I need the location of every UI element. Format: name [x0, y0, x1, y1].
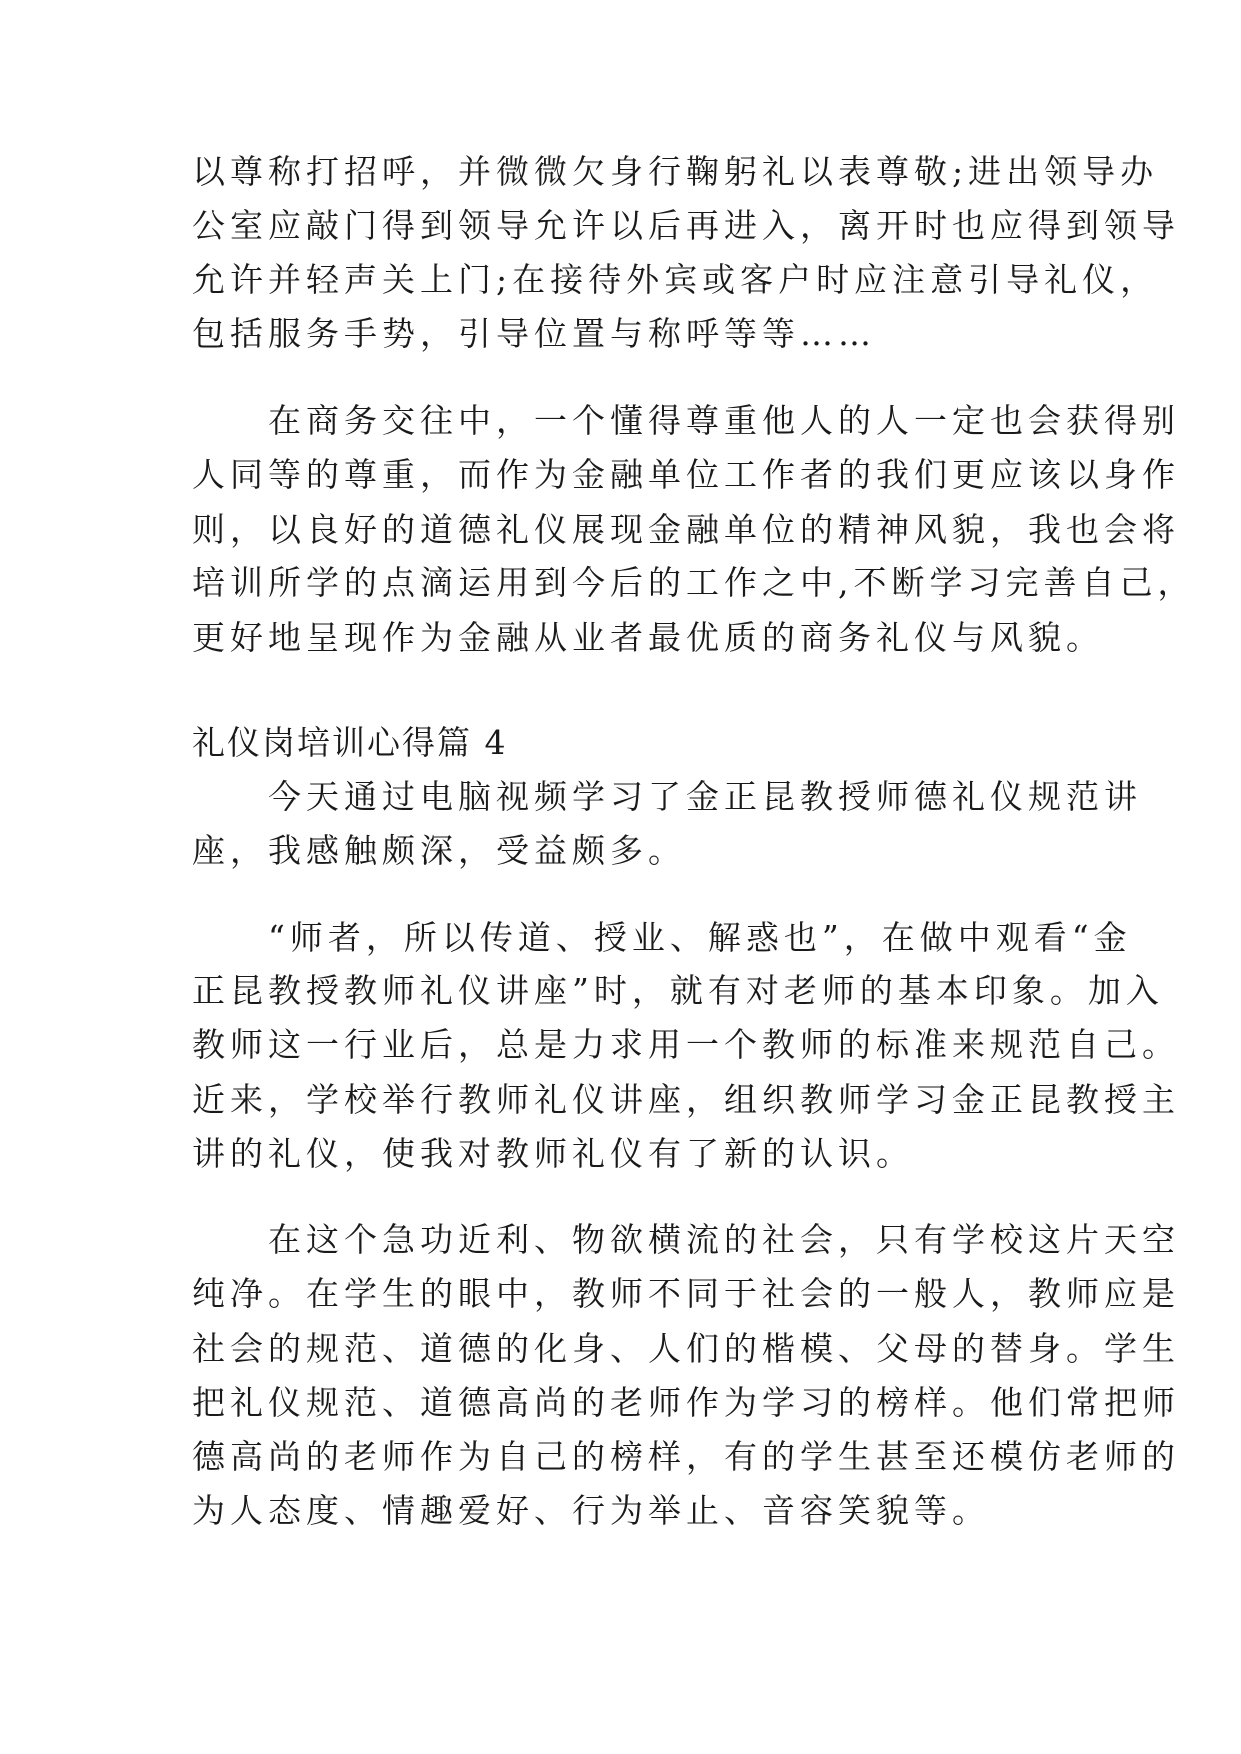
text-line: 座，我感触颇深，受益颇多。 — [192, 831, 686, 870]
text-line: 允许并轻声关上门;在接待外宾或客户时应注意引导礼仪， — [192, 260, 1159, 299]
text-line: 讲的礼仪，使我对教师礼仪有了新的认识。 — [192, 1134, 914, 1173]
text-line: 近来，学校举行教师礼仪讲座，组织教师学习金正昆教授主 — [192, 1080, 1180, 1119]
text-line: 培训所学的点滴运用到今后的工作之中,不断学习完善自己， — [192, 563, 1196, 602]
text-line: 德高尚的老师作为自己的榜样，有的学生甚至还模仿老师的 — [192, 1437, 1180, 1476]
text-line: 在这个急功近利、物欲横流的社会，只有学校这片天空 — [192, 1220, 1180, 1259]
section-heading: 礼仪岗培训心得篇 4 — [192, 723, 508, 762]
text-line: 更好地呈现作为金融从业者最优质的商务礼仪与风貌。 — [192, 618, 1104, 657]
text-line: 人同等的尊重，而作为金融单位工作者的我们更应该以身作 — [192, 455, 1180, 494]
text-line: 今天通过电脑视频学习了金正昆教授师德礼仪规范讲 — [192, 777, 1142, 816]
text-line: 公室应敲门得到领导允许以后再进入，离开时也应得到领导 — [192, 206, 1180, 245]
text-line: 包括服务手势，引导位置与称呼等等…… — [192, 314, 876, 353]
text-line: 正昆教授教师礼仪讲座”时，就有对老师的基本印象。加入 — [192, 971, 1164, 1010]
text-line: 纯净。在学生的眼中，教师不同于社会的一般人，教师应是 — [192, 1274, 1180, 1313]
text-line: 社会的规范、道德的化身、人们的楷模、父母的替身。学生 — [192, 1329, 1180, 1368]
text-line: 以尊称打招呼，并微微欠身行鞠躬礼以表尊敬;进出领导办 — [192, 152, 1159, 191]
text-line: 教师这一行业后，总是力求用一个教师的标准来规范自己。 — [192, 1025, 1180, 1064]
text-line: “师者，所以传道、授业、解惑也”，在做中观看“金 — [192, 918, 1132, 957]
text-line: 则，以良好的道德礼仪展现金融单位的精神风貌，我也会将 — [192, 510, 1180, 549]
text-line: 为人态度、情趣爱好、行为举止、音容笑貌等。 — [192, 1491, 990, 1530]
text-line: 在商务交往中，一个懂得尊重他人的人一定也会获得别 — [192, 401, 1180, 440]
text-line: 把礼仪规范、道德高尚的老师作为学习的榜样。他们常把师 — [192, 1383, 1180, 1422]
